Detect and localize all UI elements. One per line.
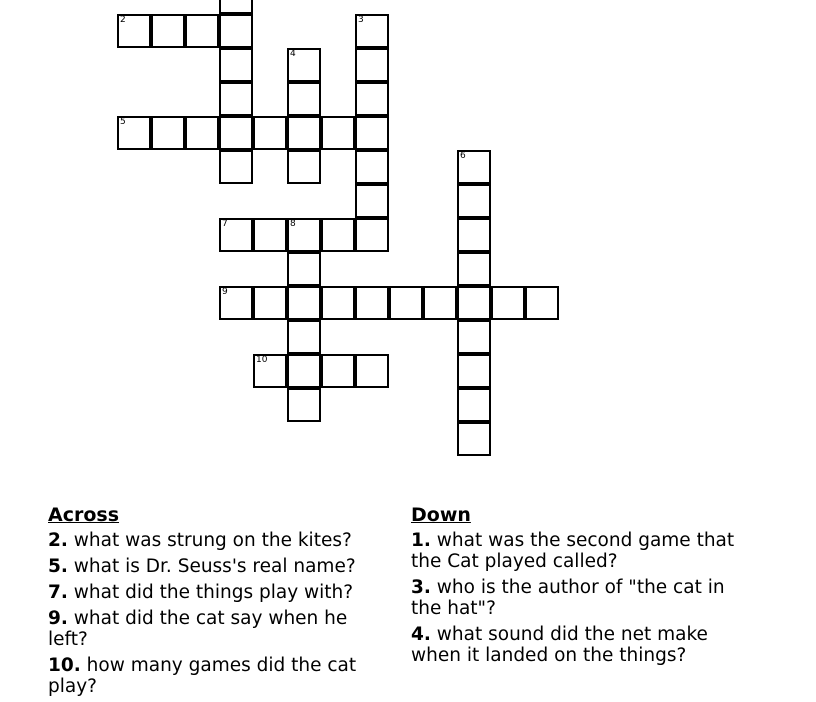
grid-cell[interactable] bbox=[287, 320, 321, 354]
clue-text: what sound did the net make when it landed on the things? bbox=[411, 624, 708, 666]
grid-cell[interactable] bbox=[219, 150, 253, 184]
grid-cell[interactable] bbox=[287, 218, 321, 252]
grid-cell[interactable] bbox=[151, 116, 185, 150]
down-clue-list bbox=[411, 530, 741, 666]
grid-cell[interactable] bbox=[355, 286, 389, 320]
grid-cell[interactable] bbox=[117, 14, 151, 48]
grid-cell[interactable] bbox=[355, 14, 389, 48]
grid-cell[interactable] bbox=[457, 150, 491, 184]
grid-cell[interactable] bbox=[253, 218, 287, 252]
clue-text: how many games did the cat play? bbox=[48, 655, 357, 697]
grid-cell[interactable] bbox=[185, 14, 219, 48]
grid-cell[interactable] bbox=[287, 150, 321, 184]
grid-cell[interactable] bbox=[219, 0, 253, 14]
across-clue bbox=[48, 530, 383, 551]
grid-cell[interactable] bbox=[457, 218, 491, 252]
grid-cell[interactable] bbox=[457, 388, 491, 422]
grid-cell[interactable] bbox=[457, 252, 491, 286]
grid-cell[interactable] bbox=[457, 320, 491, 354]
clue-label: 2. bbox=[48, 530, 68, 551]
grid-cell[interactable] bbox=[219, 82, 253, 116]
grid-cell[interactable] bbox=[355, 82, 389, 116]
clue-number: 3 bbox=[358, 15, 364, 25]
grid-cell[interactable] bbox=[321, 286, 355, 320]
grid-cell[interactable] bbox=[287, 286, 321, 320]
grid-cell[interactable] bbox=[253, 116, 287, 150]
clue-number: 9 bbox=[222, 287, 228, 297]
clue-number: 4 bbox=[290, 49, 296, 59]
grid-cell[interactable] bbox=[117, 116, 151, 150]
grid-cell[interactable] bbox=[457, 286, 491, 320]
clue-text: what did the cat say when he left? bbox=[48, 608, 348, 650]
clue-number: 2 bbox=[120, 15, 126, 25]
clue-text: who is the author of "the cat in the hat"? bbox=[411, 577, 725, 619]
clue-number: 7 bbox=[222, 219, 228, 229]
grid-cell[interactable] bbox=[287, 82, 321, 116]
clue-number: 8 bbox=[290, 219, 296, 229]
grid-cell[interactable] bbox=[253, 286, 287, 320]
across-clue bbox=[48, 608, 383, 650]
grid-cell[interactable] bbox=[457, 184, 491, 218]
clue-label: 4. bbox=[411, 624, 431, 645]
across-clue-list bbox=[48, 530, 383, 697]
across-heading: Across bbox=[48, 504, 120, 526]
down-clue bbox=[411, 530, 741, 572]
clue-text: what is Dr. Seuss's real name? bbox=[73, 556, 356, 577]
grid-cell[interactable] bbox=[321, 354, 355, 388]
grid-cell[interactable] bbox=[389, 286, 423, 320]
grid-cell[interactable] bbox=[253, 354, 287, 388]
grid-cell[interactable] bbox=[219, 116, 253, 150]
grid-cell[interactable] bbox=[355, 150, 389, 184]
grid-cell[interactable] bbox=[287, 48, 321, 82]
clue-label: 5. bbox=[48, 556, 68, 577]
grid-cell[interactable] bbox=[287, 116, 321, 150]
clue-number: 10 bbox=[256, 355, 268, 365]
grid-cell[interactable] bbox=[355, 116, 389, 150]
grid-cell[interactable] bbox=[185, 116, 219, 150]
grid-cell[interactable] bbox=[287, 388, 321, 422]
clue-label: 1. bbox=[411, 530, 431, 551]
grid-cell[interactable] bbox=[151, 14, 185, 48]
clue-label: 9. bbox=[48, 608, 68, 629]
grid-cell[interactable] bbox=[287, 252, 321, 286]
clue-text: what was strung on the kites? bbox=[73, 530, 352, 551]
grid-cell[interactable] bbox=[355, 218, 389, 252]
clue-text: what did the things play with? bbox=[73, 582, 354, 603]
grid-cell[interactable] bbox=[423, 286, 457, 320]
down-heading: Down bbox=[411, 504, 471, 526]
grid-cell[interactable] bbox=[219, 286, 253, 320]
grid-cell[interactable] bbox=[457, 354, 491, 388]
across-clue bbox=[48, 582, 383, 603]
grid-cell[interactable] bbox=[355, 48, 389, 82]
grid-cell[interactable] bbox=[219, 14, 253, 48]
clue-text: what was the second game that the Cat played called? bbox=[411, 530, 735, 572]
clue-label: 10. bbox=[48, 655, 81, 676]
clue-number: 5 bbox=[120, 117, 126, 127]
grid-cell[interactable] bbox=[287, 354, 321, 388]
clue-label: 3. bbox=[411, 577, 431, 598]
clue-label: 7. bbox=[48, 582, 68, 603]
clue-number: 6 bbox=[460, 151, 466, 161]
grid-cell[interactable] bbox=[491, 286, 525, 320]
grid-cell[interactable] bbox=[219, 218, 253, 252]
across-clue bbox=[48, 655, 383, 697]
grid-cell[interactable] bbox=[355, 184, 389, 218]
grid-cell[interactable] bbox=[321, 218, 355, 252]
down-clue bbox=[411, 577, 741, 619]
across-clues bbox=[48, 502, 383, 702]
grid-cell[interactable] bbox=[321, 116, 355, 150]
down-clues bbox=[411, 502, 741, 671]
grid-cell[interactable] bbox=[219, 48, 253, 82]
grid-cell[interactable] bbox=[525, 286, 559, 320]
grid-cell[interactable] bbox=[355, 354, 389, 388]
grid-cell[interactable] bbox=[457, 422, 491, 456]
across-clue bbox=[48, 556, 383, 577]
